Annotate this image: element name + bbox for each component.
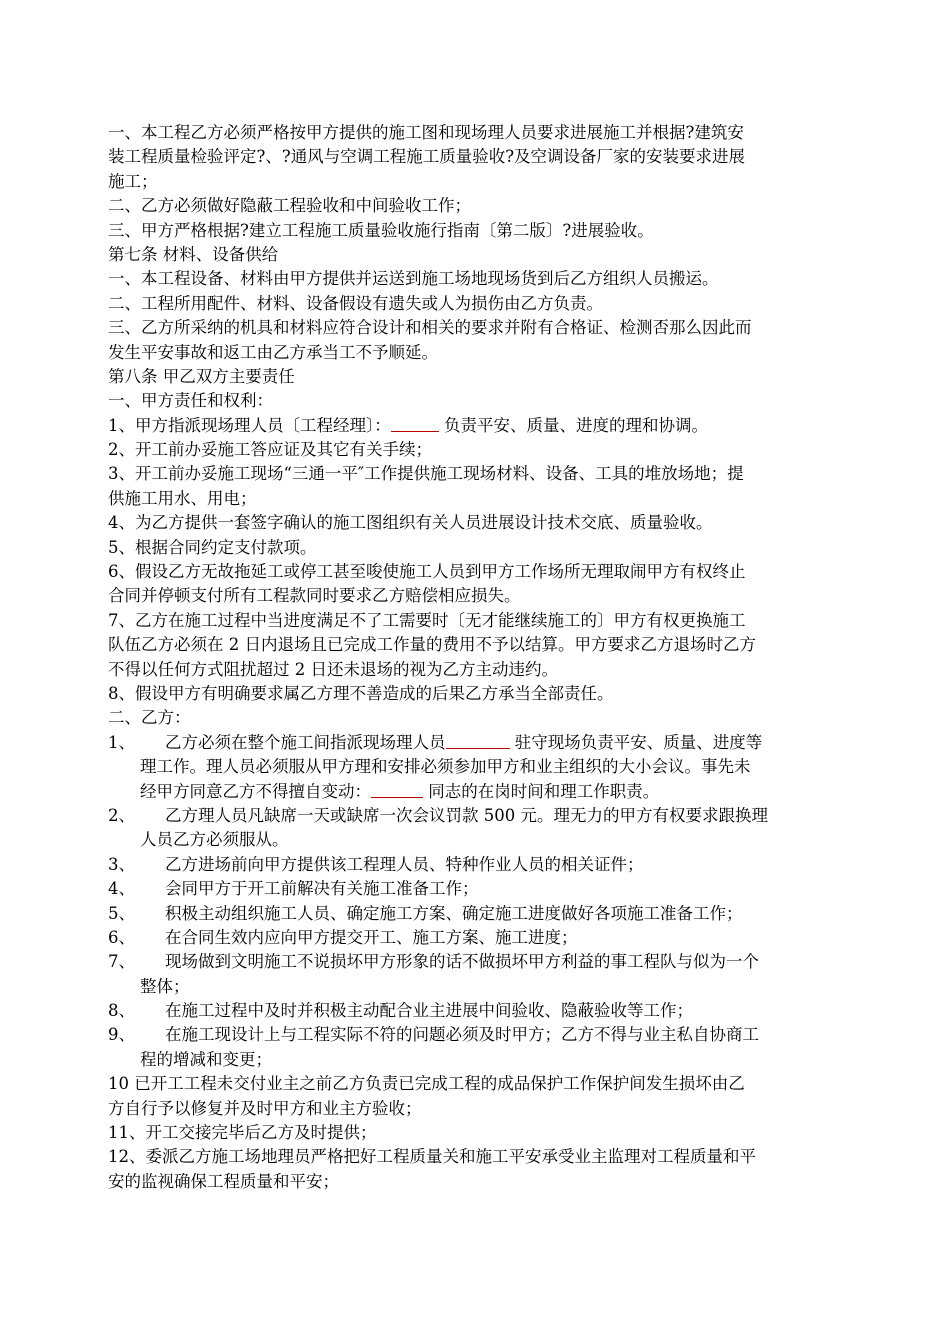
text-run: 经甲方同意乙方不得擅自变动： bbox=[140, 781, 371, 801]
item-text: 会同甲方于开工前解决有关施工准备工作； bbox=[165, 879, 479, 899]
item-text: 现场做到文明施工不说损坏甲方形象的话不做损坏甲方利益的事工程队与似为一个 bbox=[165, 952, 759, 972]
paragraph-line: 一、本工程设备、材料由甲方提供并运送到施工场地现场货到后乙方组织人员搬运。 bbox=[108, 269, 719, 289]
paragraph-line: 发生平安事故和返工由乙方承当工不予顺延。 bbox=[108, 342, 438, 362]
item-number: 7、 bbox=[108, 952, 135, 972]
paragraph-line: 二、乙方： bbox=[108, 708, 191, 728]
list-item bbox=[108, 999, 858, 1023]
list-item-continuation: 理工作。理人员必须服从甲方理和安排必须参加甲方和业主组织的大小会议。事先未 bbox=[140, 757, 751, 777]
item-number: 5、 bbox=[108, 903, 135, 923]
item-number: 6、 bbox=[108, 927, 135, 947]
paragraph-line: 6、假设乙方无故拖延工或停工甚至唆使施工人员到甲方工作场所无理取闹甲方有权终止 bbox=[108, 562, 746, 582]
section-heading: 第八条 甲乙双方主要责任 bbox=[108, 366, 295, 386]
item-text: 在合同生效内应向甲方提交开工、施工方案、施工进度； bbox=[165, 927, 578, 947]
paragraph-line: 三、乙方所采纳的机具和材料应符合设计和相关的要求并附有合格证、检测否那么因此而 bbox=[108, 318, 752, 338]
list-item bbox=[108, 731, 858, 755]
list-item-continuation bbox=[108, 780, 858, 804]
paragraph-line: 一、本工程乙方必须严格按甲方提供的施工图和现场理人员要求进展施工并根据?建筑安 bbox=[108, 123, 744, 142]
paragraph-line: 二、工程所用配件、材料、设备假设有遗失或人为损伤由乙方负责。 bbox=[108, 293, 603, 313]
text-run: 乙方必须在整个施工间指派现场理人员 bbox=[165, 732, 446, 752]
paragraph-line: 8、假设甲方有明确要求属乙方理不善造成的后果乙方承当全部责任。 bbox=[108, 683, 614, 703]
item-number: 2、 bbox=[108, 805, 135, 825]
paragraph-line: 装工程质量检验评定?、?通风与空调工程施工质量验收?及空调设备厂家的安装要求进展 bbox=[108, 147, 746, 167]
paragraph-line: 一、甲方责任和权利： bbox=[108, 391, 273, 411]
paragraph-line: 队伍乙方必须在 2 日内退场且已完成工作量的费用不予以结算。甲方要求乙方退场时乙方 bbox=[108, 635, 756, 655]
paragraph-line bbox=[108, 414, 858, 438]
section-heading: 第七条 材料、设备供给 bbox=[108, 244, 279, 264]
item-number: 4、 bbox=[108, 879, 135, 899]
list-item-continuation: 程的增减和变更； bbox=[140, 1049, 272, 1069]
paragraph-line: 施工； bbox=[108, 171, 158, 191]
item-text: 乙方理人员凡缺席一天或缺席一次会议罚款 500 元。理无力的甲方有权要求跟换理 bbox=[165, 805, 768, 825]
paragraph-line: 不得以任何方式阻扰超过 2 日还未退场的视为乙方主动违约。 bbox=[108, 659, 558, 679]
paragraph-line: 安的监视确保工程质量和平安； bbox=[108, 1171, 339, 1191]
document-body bbox=[108, 121, 858, 1194]
paragraph-line: 合同并停顿支付所有工程款同时要求乙方赔偿相应损失。 bbox=[108, 586, 521, 606]
paragraph-line: 供施工用水、用电； bbox=[108, 488, 257, 508]
paragraph-line: 7、乙方在施工过程中当进度满足不了工需要时〔无才能继续施工的〕甲方有权更换施工 bbox=[108, 610, 746, 630]
fill-in-blank[interactable] bbox=[446, 732, 510, 749]
item-number: 3、 bbox=[108, 854, 135, 874]
paragraph-line: 3、开工前办妥施工现场“三通一平″工作提供施工现场材料、设备、工具的堆放场地；提 bbox=[108, 464, 744, 484]
list-item bbox=[108, 926, 858, 950]
paragraph-line: 三、甲方严格根据?建立工程施工质量验收施行指南〔第二版〕?进展验收。 bbox=[108, 220, 654, 240]
paragraph-line: 11、开工交接完毕后乙方及时提供； bbox=[108, 1123, 377, 1143]
paragraph-line: 4、为乙方提供一套签字确认的施工图组织有关人员进展设计技术交底、质量验收。 bbox=[108, 513, 713, 533]
item-text: 在施工过程中及时并积极主动配合业主进展中间验收、隐蔽验收等工作； bbox=[165, 1001, 693, 1021]
list-item bbox=[108, 804, 858, 828]
list-item bbox=[108, 877, 858, 901]
list-item-continuation: 人员乙方必须服从。 bbox=[140, 830, 289, 850]
list-item bbox=[108, 1023, 858, 1047]
item-number: 8、 bbox=[108, 1001, 135, 1021]
fill-in-blank[interactable] bbox=[371, 781, 423, 798]
paragraph-line: 方自行予以修复并及时甲方和业主方验收； bbox=[108, 1098, 422, 1118]
paragraph-line: 2、开工前办妥施工答应证及其它有关手续； bbox=[108, 440, 432, 460]
paragraph-line: 10 已开工工程未交付业主之前乙方负责已完成工程的成品保护工作保护间发生损坏由乙 bbox=[108, 1074, 745, 1094]
text-run: 1、甲方指派现场理人员〔工程经理〕： bbox=[108, 415, 391, 435]
paragraph-line: 二、乙方必须做好隐蔽工程验收和中间验收工作； bbox=[108, 196, 471, 216]
text-run: 负责平安、质量、进度的理和协调。 bbox=[438, 415, 708, 435]
paragraph-line: 12、委派乙方施工场地理员严格把好工程质量关和施工平安承受业主监理对工程质量和平 bbox=[108, 1147, 756, 1167]
fill-in-blank[interactable] bbox=[391, 415, 439, 432]
list-item bbox=[108, 902, 858, 926]
text-run: 驻守现场负责平安、质量、进度等 bbox=[509, 732, 763, 752]
item-number: 9、 bbox=[108, 1025, 135, 1045]
paragraph-line: 5、根据合同约定支付款项。 bbox=[108, 537, 317, 557]
text-run: 同志的在岗时间和理工作职责。 bbox=[423, 781, 660, 801]
item-number: 1、 bbox=[108, 732, 135, 752]
item-text: 在施工现设计上与工程实际不符的问题必须及时甲方；乙方不得与业主私自协商工 bbox=[165, 1025, 759, 1045]
list-item bbox=[108, 950, 858, 974]
item-text: 乙方进场前向甲方提供该工程理人员、特种作业人员的相关证件； bbox=[165, 854, 644, 874]
item-text: 积极主动组织施工人员、确定施工方案、确定施工进度做好各项施工准备工作； bbox=[165, 903, 743, 923]
list-item-continuation: 整体； bbox=[140, 976, 190, 996]
list-item bbox=[108, 853, 858, 877]
